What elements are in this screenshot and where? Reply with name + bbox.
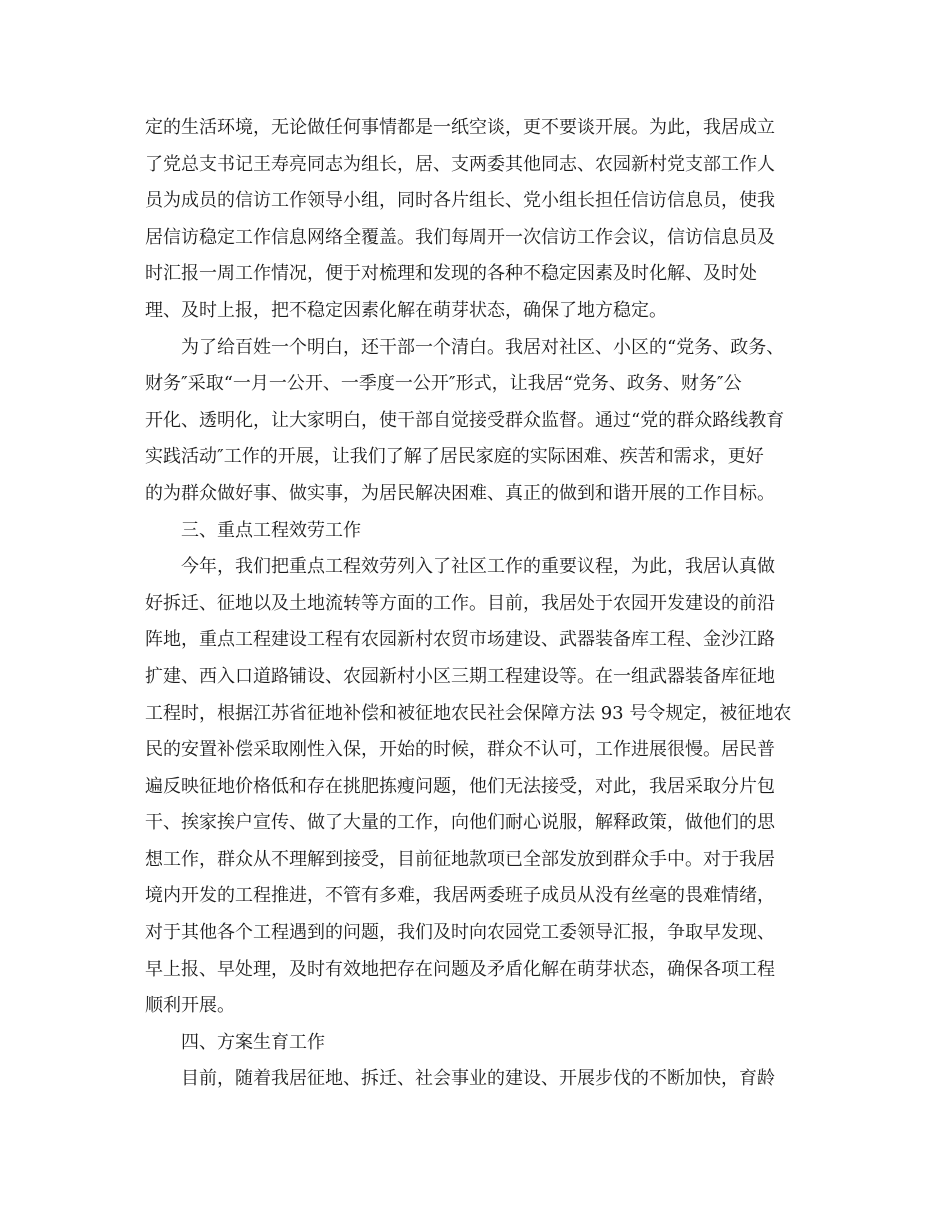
text-line: 员为成员的信访工作领导小组，同时各片组长、党小组长担任信访信息员，使我 (145, 190, 775, 212)
text-line: 为了给百姓一个明白，还干部一个清白。我居对社区、小区的“党务、政务、 (181, 336, 785, 358)
section-heading-4 (145, 1025, 805, 1062)
text-line: 好拆迁、征地以及土地流转等方面的工作。目前，我居处于农园开发建设的前沿 (145, 592, 775, 614)
text-line: 实践活动″工作的开展，让我们了解了居民家庭的实际困难、疾苦和需求，更好 (145, 446, 764, 468)
heading-text: 四、方案生育工作 (181, 1031, 325, 1053)
paragraph-family-planning (145, 1061, 805, 1098)
text-line: 的为群众做好事、做实事，为居民解决困难、真正的做到和谐开展的工作目标。 (145, 482, 775, 504)
text-line: 时汇报一周工作情况，便于对梳理和发现的各种不稳定因素及时化解、及时处 (145, 263, 757, 285)
text-line: 工程时，根据江苏省征地补偿和被征地农民社会保障方法 93 号令规定，被征地农 (145, 702, 792, 724)
text-line: 扩建、西入口道路铺设、农园新村小区三期工程建设等。在一组武器装备库征地 (145, 665, 775, 687)
heading-text: 三、重点工程效劳工作 (181, 519, 361, 541)
text-line: 对于其他各个工程遇到的问题，我们及时向农园党工委领导汇报，争取早发现、 (145, 922, 775, 944)
text-line: 了党总支书记王寿亮同志为组长，居、支两委其他同志、农园新村党支部工作人 (145, 153, 775, 175)
text-line: 干、挨家挨户宣传、做了大量的工作，向他们耐心说服，解释政策，做他们的思 (145, 812, 775, 834)
text-line: 想工作，群众从不理解到接受，目前征地款项已全部发放到群众手中。对于我居 (145, 848, 775, 870)
text-line: 早上报、早处理，及时有效地把存在问题及矛盾化解在萌芽状态，确保各项工程 (145, 958, 775, 980)
document-body (145, 110, 805, 1098)
text-line: 民的安置补偿采取刚性入保，开始的时候，群众不认可，工作进展很慢。居民普 (145, 739, 775, 761)
text-line: 理、及时上报，把不稳定因素化解在萌芽状态，确保了地方稳定。 (145, 299, 667, 321)
text-line: 境内开发的工程推进，不管有多难，我居两委班子成员从没有丝毫的畏难情绪， (145, 885, 775, 907)
paragraph-key-projects (145, 549, 805, 1025)
text-line: 目前，随着我居征地、拆迁、社会事业的建设、开展步伐的不断加快，育龄 (181, 1068, 775, 1090)
text-line: 阵地，重点工程建设工程有农园新村农贸市场建设、武器装备库工程、金沙江路 (145, 629, 775, 651)
text-line: 定的生活环境，无论做任何事情都是一纸空谈，更不要谈开展。为此，我居成立 (145, 117, 775, 138)
text-line: 今年，我们把重点工程效劳列入了社区工作的重要议程，为此，我居认真做 (181, 556, 775, 578)
text-line: 顺利开展。 (145, 995, 235, 1017)
section-heading-3 (145, 513, 805, 550)
text-line: 开化、透明化，让大家明白，使干部自觉接受群众监督。通过“党的群众路线教育 (145, 409, 785, 431)
paragraph-transparency (145, 330, 805, 513)
paragraph-stability-network (145, 110, 805, 330)
text-line: 遍反映征地价格低和存在挑肥拣瘦问题，他们无法接受，对此，我居采取分片包 (145, 775, 775, 797)
text-line: 居信访稳定工作信息网络全覆盖。我们每周开一次信访工作会议，信访信息员及 (145, 226, 775, 248)
text-line: 财务″采取“一月一公开、一季度一公开″形式，让我居“党务、政务、财务″公 (145, 373, 742, 395)
